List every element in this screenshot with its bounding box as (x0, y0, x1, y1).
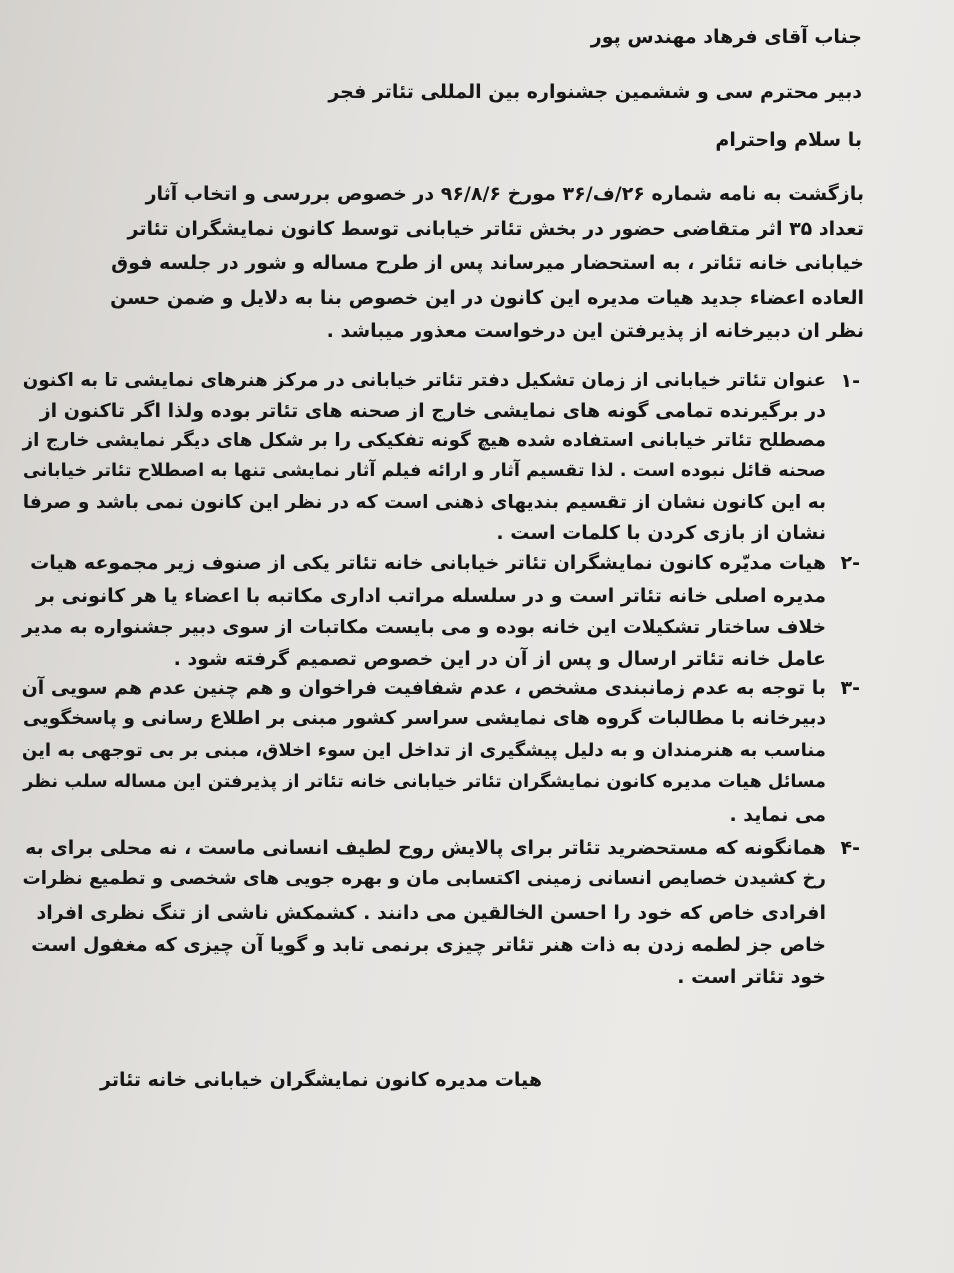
intro-line: العاده اعضاء جدید هیات مدیره این کانون در این خصوص بنا به دلایل و ضمن حسن (110, 287, 864, 309)
item-line: صحنه قائل نبوده است . لذا تقسیم آثار و ارائه فیلم آثار نمایشی تنها به اصطلاح تئاتر خیابانی (22, 461, 826, 481)
item-line: افرادی خاص که خود را احسن الخالقین می دانند . کشمکش ناشی از تنگ نظری افراد (36, 902, 826, 924)
signature-line: هیات مدیره کانون نمایشگران خیابانی خانه تئاتر (100, 1069, 542, 1091)
item-number: -۱ (840, 370, 860, 392)
item-line: خود تئاتر است . (677, 966, 826, 988)
item-line: دبیرخانه با مطالبات گروه های نمایشی سراسر کشور مبنی بر اطلاع رسانی و پاسخگویی (22, 708, 826, 729)
item-line: همانگونه که مستحضرید تئاتر برای پالایش روح لطیف انسانی ماست ، نه محلی برای به (25, 837, 826, 859)
item-line: در برگیرنده تمامی گونه های نمایشی خارج از صحنه های تئاتر بوده ولذا اگر تاکنون از (39, 400, 826, 422)
intro-line: بازگشت به نامه شماره ۲۶/ف/۳۶ مورخ ۹۶/۸/۶ در خصوص بررسی و اتخاب آثار (145, 183, 864, 205)
item-line: می نماید . (729, 804, 826, 826)
item-line: رخ کشیدن خصایص انسانی زمینی اکتسابی مان و بهره جویی های شخصی و تطمیع نظرات (22, 868, 826, 889)
item-line: با توجه به عدم زمانبندی مشخص ، عدم شفافیت فراخوان و هم چنین عدم هم سویی آن (21, 677, 826, 699)
item-line: عنوان تئاتر خیابانی از زمان تشکیل دفتر تئاتر خیابانی در مرکز هنرهای نمایشی تا به اکنون (22, 370, 826, 391)
intro-line: خیابانی خانه تئاتر ، به استحضار میرساند پس از طرح مساله و شور در جلسه فوق (111, 252, 864, 274)
item-line: مناسب به هنرمندان و به دلیل پیشگیری از تداخل این سوء اخلاق، مبنی بر بی توجهی به این (21, 740, 826, 761)
item-line: خلاف ساختار تشکیلات این خانه بوده و می بایست مکاتبات از سوی دبیر جشنواره به مدیر (22, 617, 826, 638)
intro-line: تعداد ۳۵ اثر متقاضی حضور در بخش تئاتر خیابانی توسط کانون نمایشگران تئاتر (127, 218, 864, 240)
item-number: -۲ (840, 552, 860, 574)
item-line: مصطلح تئاتر خیابانی استفاده شده هیچ گونه تفکیکی را بر شکل های دیگر نمایشی خارج از (22, 430, 826, 451)
item-line: مسائل هیات مدیره کانون نمایشگران تئاتر خیابانی خانه تئاتر از پذیرفتن این مساله سلب نظر (23, 772, 826, 792)
intro-line: نظر ان دبیرخانه از پذیرفتن این درخواست معذور میباشد . (326, 320, 864, 342)
item-line: مدیره اصلی خانه تئاتر است و در سلسله مراتب اداری مکاتبه با اعضاء یا هر کانونی بر (36, 585, 826, 607)
item-number: -۴ (840, 837, 860, 859)
item-number: -۳ (840, 677, 860, 699)
item-line: خاص جز لطمه زدن به ذات هنر تئاتر چیزی برنمی تابد و گویا آن چیزی که مغفول است (31, 934, 826, 956)
item-line: عامل خانه تئاتر ارسال و پس از آن در این خصوص تصمیم گرفته شود . (173, 648, 826, 670)
item-line: هیات مدیّره کانون نمایشگران تئاتر خیابانی خانه تئاتر یکی از صنوف زیر مجموعه هیات (30, 552, 826, 574)
addressee-position-line: دبیر محترم سی و ششمین جشنواره بین المللی تئاتر فجر (328, 81, 862, 103)
greeting-line: با سلام واحترام (715, 129, 862, 151)
item-line: نشان از بازی کردن با کلمات است . (496, 522, 826, 544)
addressee-line: جناب آقای فرهاد مهندس پور (590, 26, 862, 48)
item-line: به این کانون نشان از تقسیم بندیهای ذهنی است که در نظر این کانون نمی باشد و صرفا (22, 492, 826, 513)
